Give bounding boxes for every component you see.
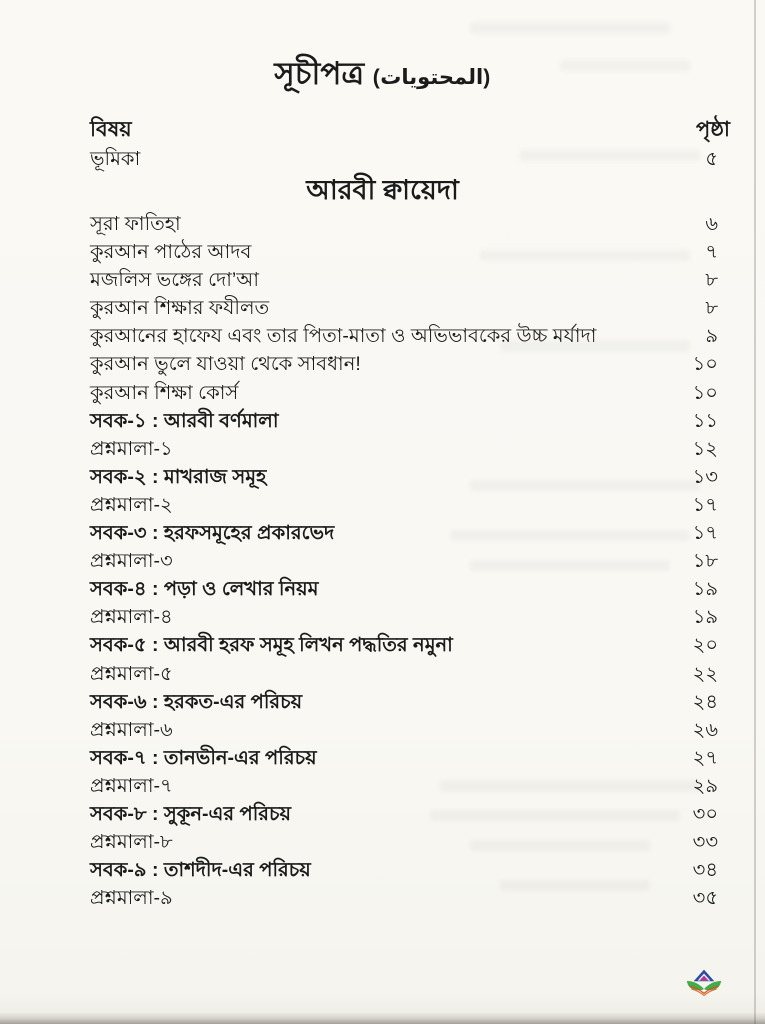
toc-row — [90, 326, 718, 354]
toc-row — [90, 551, 718, 579]
toc-entry-page: ৩৫ — [692, 887, 718, 910]
toc-entry-label: সবক-২ : মাখরাজ সমূহ — [90, 465, 267, 488]
toc-entry-label: প্রশ্নমালা-৮ — [90, 831, 173, 854]
toc-row — [90, 270, 718, 298]
toc-entry-page: ৯ — [705, 325, 718, 348]
toc-row — [90, 579, 718, 607]
toc-entry-page: ৬ — [705, 213, 718, 235]
toc-entry-page: ৮ — [705, 269, 718, 292]
toc-row — [90, 383, 718, 411]
page-edge-line — [754, 0, 756, 1024]
toc-entry-page: ২৯ — [692, 774, 718, 797]
toc-row — [90, 354, 718, 382]
toc-entry-page: ১৭ — [692, 493, 718, 516]
toc-entry-label: সবক-৫ : আরবী হরফ সমূহ লিখন পদ্ধতির নমুনা — [90, 634, 453, 657]
toc-entry-page: ৩৩ — [692, 831, 718, 854]
toc-entry-page: ২৭ — [692, 746, 718, 769]
toc-entry-page: ২২ — [692, 662, 718, 685]
column-header-subject: বিষয় — [90, 118, 132, 141]
toc-entry-label: ভূমিকা — [90, 148, 141, 170]
toc-entry-page: ২০ — [692, 634, 718, 657]
toc-entry-page: ১০ — [692, 353, 718, 376]
toc-row — [90, 804, 718, 832]
page-bottom-shadow — [0, 1012, 765, 1024]
toc-entry-page: ৩৪ — [692, 859, 718, 882]
toc-entry-label: সবক-৪ : পড়া ও লেখার নিয়ম — [90, 578, 319, 601]
toc-entry-label: কুরআন শিক্ষা কোর্স — [90, 381, 239, 404]
toc-entry-label: কুরআন পাঠের আদব — [90, 241, 252, 264]
toc-entry-label: প্রশ্নমালা-১ — [90, 437, 173, 460]
toc-row — [90, 298, 718, 326]
toc-entry-page: ৭ — [705, 241, 718, 264]
toc-entry-label: কুরআন ভুলে যাওয়া থেকে সাবধান! — [90, 353, 361, 376]
toc-entry-page: ৩০ — [692, 802, 718, 825]
toc-row — [90, 467, 718, 495]
toc-row — [90, 523, 718, 551]
toc-entry-label: প্রশ্নমালা-৪ — [90, 606, 173, 629]
toc-entry-label: সবক-৩ : হরফসমূহের প্রকারভেদ — [90, 522, 335, 545]
toc-row — [90, 776, 718, 804]
toc-entry-page: ৫ — [705, 148, 718, 170]
toc-entry-label: কুরআনের হাফেয এবং তার পিতা-মাতা ও অভিভাবকের উচ্চ মর্যাদা — [90, 325, 597, 348]
toc-entry-label: কুরআন শিক্ষার ফযীলত — [90, 297, 270, 320]
toc-entry-label: মজলিস ভঙ্গের দো’আ — [90, 269, 260, 292]
toc-entry-label: সূরা ফাতিহা — [90, 213, 181, 235]
toc-entry-page: ১৮ — [692, 550, 718, 573]
toc-entry-page: ১০ — [692, 381, 718, 404]
toc-entry-label: প্রশ্নমালা-৯ — [90, 887, 173, 910]
toc-entry-label: প্রশ্নমালা-৭ — [90, 774, 173, 797]
toc-entry-page: ১২ — [692, 437, 718, 460]
toc-row — [90, 439, 718, 467]
toc-entry-label: সবক-৮ : সুকূন-এর পরিচয় — [90, 802, 292, 825]
page-title-bengali: সূচীপত্র — [274, 56, 365, 91]
toc-row — [90, 748, 718, 776]
toc-row — [90, 607, 718, 635]
toc-entry-page: ১৯ — [692, 578, 718, 601]
page-title-arabic: (المحتويات) — [372, 66, 491, 89]
toc-list — [90, 214, 718, 916]
toc-row — [90, 692, 718, 720]
toc-entry-page: ১১ — [692, 409, 718, 432]
toc-entry-page: ১৩ — [692, 465, 718, 488]
toc-entry-page: ২৬ — [692, 718, 718, 741]
section-header: আরবী ক্বায়েদা — [306, 175, 459, 205]
toc-row — [90, 888, 718, 916]
toc-entry-page: ১৯ — [692, 606, 718, 629]
publisher-logo — [686, 968, 722, 1000]
toc-intro-row — [90, 149, 718, 170]
toc-entry-label: প্রশ্নমালা-৬ — [90, 718, 173, 741]
toc-row — [90, 832, 718, 860]
toc-row — [90, 495, 718, 523]
toc-row — [90, 635, 718, 663]
toc-entry-label: সবক-১ : আরবী বর্ণমালা — [90, 409, 279, 432]
toc-entry-label: প্রশ্নমালা-৩ — [90, 550, 173, 573]
toc-entry-label: প্রশ্নমালা-২ — [90, 493, 173, 516]
toc-row — [90, 242, 718, 270]
column-headers — [90, 119, 730, 140]
toc-row — [90, 411, 718, 439]
toc-entry-page: ৮ — [705, 297, 718, 320]
toc-entry-label: সবক-৯ : তাশদীদ-এর পরিচয় — [90, 859, 311, 882]
toc-entry-page: ২৪ — [692, 690, 718, 713]
toc-entry-label: সবক-৬ : হরকত-এর পরিচয় — [90, 690, 303, 713]
page-title — [12, 56, 753, 92]
toc-entry-label: সবক-৭ : তানভীন-এর পরিচয় — [90, 746, 317, 769]
toc-row — [90, 720, 718, 748]
toc-entry-label: প্রশ্নমালা-৫ — [90, 662, 173, 685]
toc-row — [90, 214, 718, 242]
column-header-page: পৃষ্ঠা — [695, 118, 730, 141]
toc-row — [90, 860, 718, 888]
toc-row — [90, 664, 718, 692]
toc-entry-page: ১৭ — [692, 522, 718, 545]
